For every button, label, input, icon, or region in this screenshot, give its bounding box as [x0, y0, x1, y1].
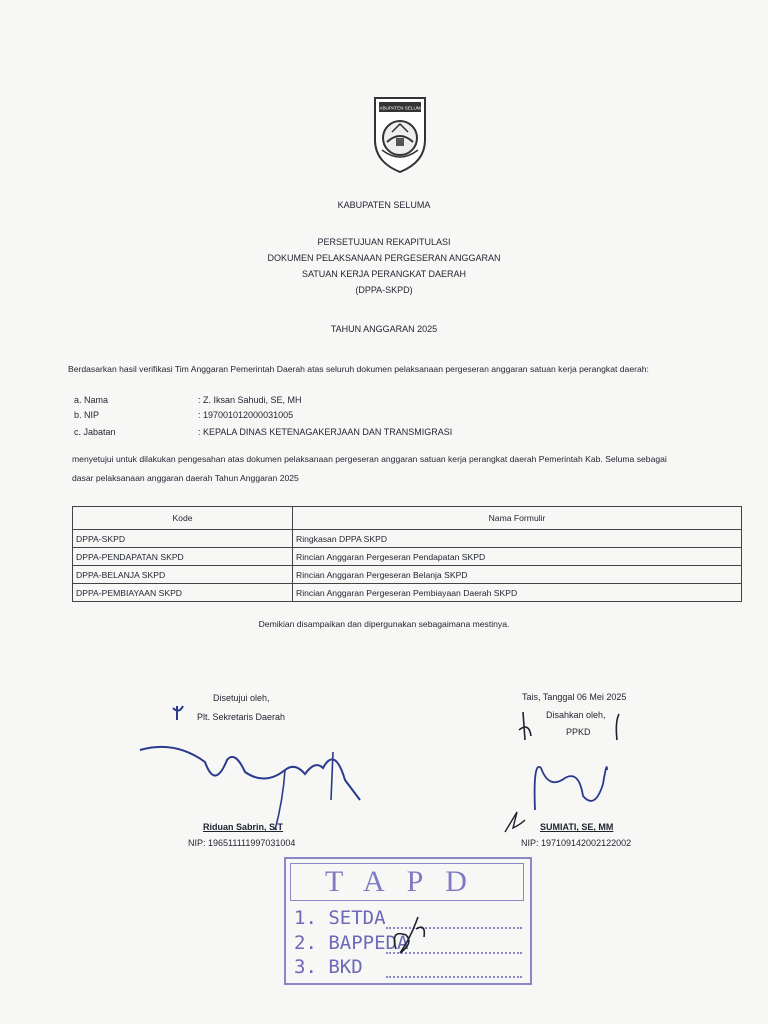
doc-title-line-2: DOKUMEN PELAKSANAAN PERGESERAN ANGGARAN	[267, 253, 501, 263]
place-date: Tais, Tanggal 06 Mei 2025	[522, 692, 627, 702]
approval-text-line-2: dasar pelaksanaan anggaran daerah Tahun Anggaran 2025	[72, 473, 299, 483]
doc-title-line-4: (DPPA-SKPD)	[355, 285, 413, 295]
intro-paragraph: Berdasarkan hasil verifikasi Tim Anggaran Pemerintah Daerah atas seluruh dokumen pelaksanaan pergeseran anggaran satuan kerja perangkat daerah:	[68, 364, 649, 374]
stamp-title: TAPD	[290, 863, 524, 901]
logo-text: KABUPATEN SELUMA	[376, 105, 424, 111]
table-cell-code: DPPA-BELANJA SKPD	[73, 566, 293, 584]
fiscal-year: TAHUN ANGGARAN 2025	[330, 324, 438, 334]
doc-title-line-1: PERSETUJUAN REKAPITULASI	[317, 237, 451, 247]
table-cell-form-name: Ringkasan DPPA SKPD	[293, 530, 742, 548]
officer-position-value: : KEPALA DINAS KETENAGAKERJAAN DAN TRANSMIGRASI	[198, 427, 453, 437]
ppkd-name: SUMIATI, SE, MM	[540, 822, 614, 832]
tapd-stamp	[284, 857, 532, 985]
officer-name-label: a. Nama	[74, 395, 109, 405]
stamp-dotted-line	[386, 976, 522, 978]
ppkd-signature	[495, 700, 635, 840]
form-table	[72, 506, 742, 602]
closing-statement: Demikian disampaikan dan dipergunakan sebagaimana mestinya.	[258, 619, 510, 629]
table-cell-code: DPPA-SKPD	[73, 530, 293, 548]
officer-position-label: c. Jabatan	[74, 427, 116, 437]
column-header-code: Kode	[73, 507, 293, 530]
ppkd-nip: NIP: 197109142002122002	[521, 838, 632, 848]
ratified-by-label: Disahkan oleh,	[546, 710, 606, 720]
table-header-row	[73, 507, 742, 530]
secretary-position: Plt. Sekretaris Daerah	[197, 712, 286, 722]
secretary-name: Riduan Sabrin, S.T	[203, 822, 284, 832]
officer-nip-value: : 197001012000031005	[198, 410, 294, 420]
table-cell-form-name: Rincian Anggaran Pergeseran Pendapatan SKPD	[293, 548, 742, 566]
stamp-row-bappeda: 2. BAPPEDA	[294, 932, 409, 954]
officer-nip-label: b. NIP	[74, 410, 100, 420]
table-row	[73, 530, 742, 548]
table-cell-form-name: Rincian Anggaran Pergeseran Pembiayaan Daerah SKPD	[293, 584, 742, 602]
table-row	[73, 548, 742, 566]
table-cell-code: DPPA-PEMBIAYAAN SKPD	[73, 584, 293, 602]
regency-emblem-logo	[372, 94, 428, 174]
table-row	[73, 584, 742, 602]
secretary-signature	[135, 700, 375, 840]
approved-by-label: Disetujui oleh,	[213, 693, 270, 703]
secretary-nip: NIP: 196511111997031004	[188, 838, 296, 848]
stamp-row-bkd: 3. BKD	[294, 956, 363, 978]
ppkd-position: PPKD	[566, 727, 591, 737]
stamp-paraf-signature	[386, 909, 446, 969]
regency-name: KABUPATEN SELUMA	[337, 200, 431, 210]
column-header-form-name: Nama Formulir	[293, 507, 742, 530]
doc-title-line-3: SATUAN KERJA PERANGKAT DAERAH	[301, 269, 467, 279]
table-cell-form-name: Rincian Anggaran Pergeseran Belanja SKPD	[293, 566, 742, 584]
table-row	[73, 566, 742, 584]
officer-name-value: : Z. Iksan Sahudi, SE, MH	[198, 395, 302, 405]
stamp-row-setda: 1. SETDA	[294, 907, 386, 929]
approval-text-line-1: menyetujui untuk dilakukan pengesahan atas dokumen pelaksanaan pergeseran anggaran satuan kerja perangkat daerah Pemerintah Kab. Seluma sebagai	[72, 454, 667, 464]
table-cell-code: DPPA-PENDAPATAN SKPD	[73, 548, 293, 566]
